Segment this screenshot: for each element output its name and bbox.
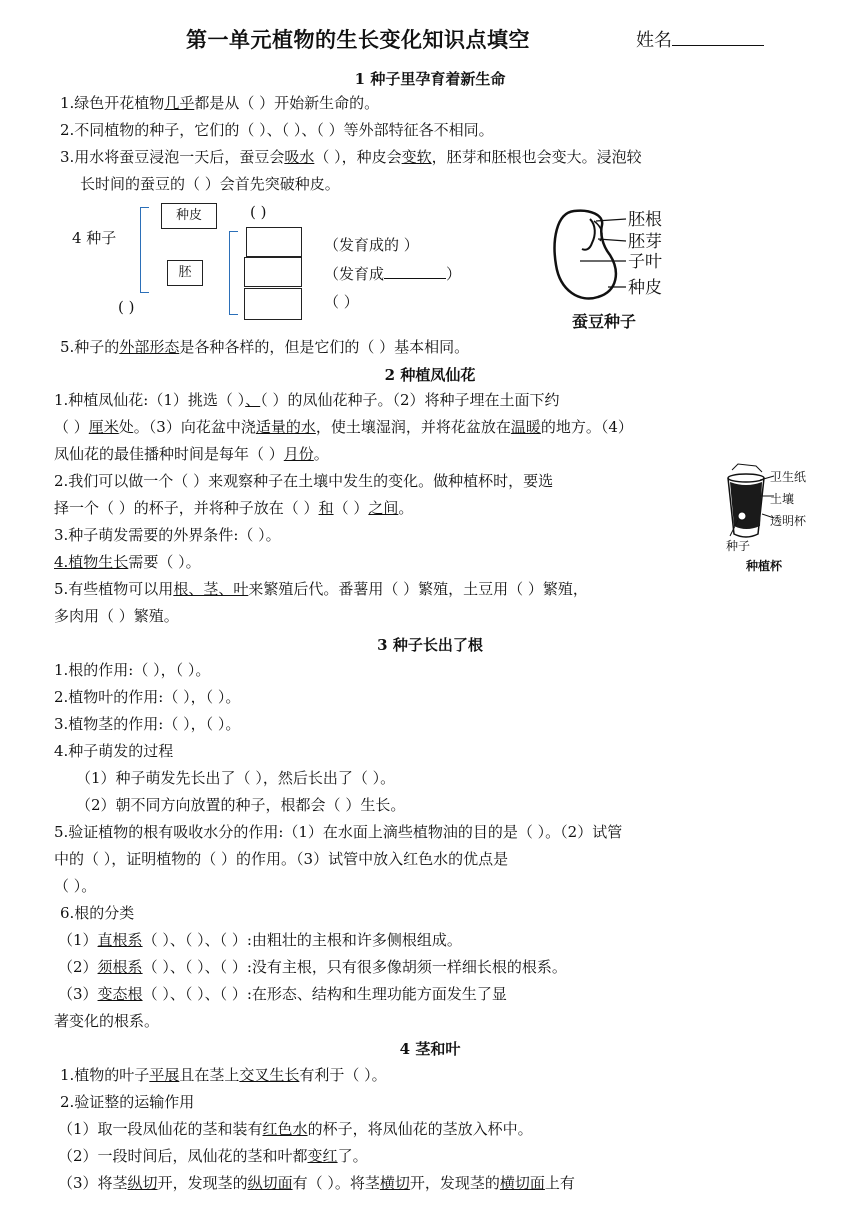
s4-line-4 [58, 1146, 368, 1166]
underlined-term: 纵切 [127, 1174, 158, 1192]
s3-line-13 [58, 984, 507, 1004]
text: 是各种各样的，但是它们的（ ）基本相同。 [179, 338, 470, 356]
text: （ ） [333, 499, 369, 517]
text: 处。（3）向花盆中浇 [118, 418, 256, 436]
bean-label-radicle: 胚根 [628, 210, 662, 230]
underlined-term: 之间 [368, 499, 399, 517]
s2-line-8 [54, 579, 588, 599]
cup-label-soil: 土壤 [770, 492, 795, 506]
name-field[interactable] [636, 26, 764, 52]
text: 择一个（ ）的杯子，并将种子放在（ ） [54, 499, 319, 517]
embryo-paren: ( ) [118, 298, 135, 316]
bean-label-coat: 种皮 [628, 278, 662, 298]
cup-label-tissue: 卫生纸 [770, 470, 807, 484]
underlined-term: 横切面 [499, 1174, 545, 1192]
s3-line-4: 4.种子萌发的过程 [54, 742, 174, 760]
text: 1.绿色开花植物 [60, 94, 165, 112]
s3-line-14: 著变化的根系。 [54, 1012, 160, 1030]
s3-line-1: 1.根的作用:（ ），（ ）。 [54, 661, 211, 679]
s3-line-6: （2）朝不同方向放置的种子，根都会（ ）生长。 [76, 796, 406, 814]
planting-cup-diagram [716, 462, 776, 544]
text: 且在茎上 [179, 1066, 240, 1084]
text: （发育成 [324, 265, 385, 283]
embryo-box: 胚 [167, 260, 203, 286]
s4-line-5 [58, 1173, 575, 1193]
s4-line-2: 2.验证整的运输作用 [60, 1093, 195, 1111]
text: ，胚芽和胚根也会变大。浸泡较 [431, 148, 642, 166]
text: 。 [313, 445, 329, 463]
seed-coat-paren: ( ) [250, 203, 267, 221]
section-1-heading: 1 种子里孕育着新生命 [354, 70, 506, 88]
s3-line-11 [58, 930, 462, 950]
underlined-term: 适量的水 [255, 418, 316, 436]
s2-line-5 [54, 498, 413, 518]
text: 有（ ）。将茎 [292, 1174, 380, 1192]
text: 的地方。（4） [540, 418, 633, 436]
develop-text-3: （ ） [324, 293, 359, 311]
section-3-heading: 3 种子长出了根 [377, 636, 483, 654]
text: 开，发现茎的 [409, 1174, 500, 1192]
text: 的杯子，将凤仙花的茎放入杯中。 [307, 1120, 533, 1138]
page-title: 第一单元植物的生长变化知识点填空 [186, 27, 530, 52]
underlined-term: 横切 [379, 1174, 410, 1192]
text: 。 [398, 499, 414, 517]
underlined-term: 变态根 [97, 985, 143, 1003]
blank-line[interactable] [384, 264, 446, 279]
text: （3）将茎 [58, 1174, 128, 1192]
text: （1）取一段凤仙花的茎和装有 [58, 1120, 263, 1138]
name-label: 姓名 [636, 30, 672, 51]
text: 凤仙花的最佳播种时间是每年（ ） [54, 445, 284, 463]
s3-line-7: 5.验证植物的根有吸收水分的作用:（1）在水面上滴些植物油的目的是（ ）。（2）试管 [54, 823, 623, 841]
underlined-term: 和 [318, 499, 334, 517]
s2-line-9: 多肉用（ ）繁殖。 [54, 607, 179, 625]
bean-label-plumule: 胚芽 [628, 232, 662, 252]
cup-label-clear-cup: 透明杯 [770, 514, 807, 528]
text: 都是从（ ）开始新生命的。 [194, 94, 380, 112]
text: （ ）的凤仙花种子。（2）将种子埋在土面下约 [260, 391, 560, 409]
section-2-heading: 2 种植凤仙花 [384, 366, 476, 384]
text: 1.植物的叶子 [60, 1066, 150, 1084]
text: （ ）、（ ）、（ ）:在形态、结构和生理功能方面发生了显 [142, 985, 507, 1003]
underlined-term: 根、茎、叶 [173, 580, 249, 598]
underlined-term: 交叉生长 [239, 1066, 300, 1084]
cup-label-seed: 种子 [726, 539, 751, 553]
s2-line-7 [54, 552, 201, 572]
cup-caption: 种植杯 [746, 559, 783, 573]
name-blank-line[interactable] [672, 27, 764, 46]
underlined-term: 、 [245, 391, 261, 409]
s3-line-2: 2.植物叶的作用:（ ），（ ）。 [54, 688, 241, 706]
underlined-term: 平展 [149, 1066, 180, 1084]
underlined-term: 变软 [401, 148, 432, 166]
s3-line-3: 3.植物茎的作用:（ ），（ ）。 [54, 715, 241, 733]
underlined-term: 月份 [283, 445, 314, 463]
s1-line-3 [60, 147, 642, 167]
seed-bracket [140, 207, 149, 293]
text: 来繁殖后代。番薯用（ ）繁殖，土豆用（ ）繁殖， [248, 580, 588, 598]
text: （ ）、（ ）、（ ）:没有主根，只有很多像胡须一样细长根的根系。 [142, 958, 567, 976]
text: 5.有些植物可以用 [54, 580, 174, 598]
text: 上有 [544, 1174, 575, 1192]
develop-text-2: （发育成 ） [324, 265, 462, 283]
text: 1.种植凤仙花:（1）挑选（ ） [54, 391, 246, 409]
embryo-part-box-1[interactable] [246, 227, 302, 257]
bean-caption: 蚕豆种子 [572, 312, 637, 331]
s3-line-12 [58, 957, 567, 977]
s3-line-9: （ ）。 [54, 877, 97, 895]
text: 有利于（ ）。 [299, 1066, 387, 1084]
embryo-bracket [229, 231, 238, 315]
s3-line-10: 6.根的分类 [60, 904, 135, 922]
s4-line-1 [60, 1065, 387, 1085]
underlined-term: 直根系 [97, 931, 143, 949]
embryo-part-box-2[interactable] [244, 257, 302, 287]
s4-line-3 [58, 1119, 533, 1139]
s3-line-5: （1）种子萌发先长出了（ ），然后长出了（ ）。 [76, 769, 396, 787]
s2-line-1 [54, 390, 560, 410]
underlined-term: 纵切面 [247, 1174, 293, 1192]
s1-line-1 [60, 93, 379, 113]
underlined-term: 须根系 [97, 958, 143, 976]
section-4-heading: 4 茎和叶 [399, 1040, 461, 1058]
underlined-term: 红色水 [262, 1120, 308, 1138]
underlined-term: 变红 [307, 1147, 338, 1165]
underlined-term: 4.植物生长 [54, 553, 129, 571]
s1-line-5 [60, 337, 469, 357]
text: （2） [58, 958, 98, 976]
s3-line-8: 中的（ ），证明植物的（ ）的作用。（3）试管中放入红色水的优点是 [54, 850, 509, 868]
text: 需要（ ）。 [128, 553, 201, 571]
underlined-term: 温暖 [510, 418, 541, 436]
seed-label: 4 种子 [72, 229, 117, 247]
s2-line-6: 3.种子萌发需要的外界条件:（ ）。 [54, 526, 281, 544]
underlined-term: 几乎 [164, 94, 195, 112]
s1-line-2: 2.不同植物的种子，它们的（ ）、（ ）、（ ）等外部特征各不相同。 [60, 121, 494, 139]
text: （ ）、（ ）、（ ）:由粗壮的主根和许多侧根组成。 [142, 931, 462, 949]
s2-line-4: 2.我们可以做一个（ ）来观察种子在土壤中发生的变化。做种植杯时，要选 [54, 472, 554, 490]
text: （ ） [54, 418, 89, 436]
bean-label-cotyledon: 子叶 [628, 252, 662, 272]
s1-line-4: 长时间的蚕豆的（ ）会首先突破种皮。 [80, 175, 340, 193]
text: （ ），种皮会 [314, 148, 402, 166]
underlined-term: 外部形态 [119, 338, 180, 356]
text: （3） [58, 985, 98, 1003]
text: 5.种子的 [60, 338, 120, 356]
text: （1） [58, 931, 98, 949]
text: 开，发现茎的 [157, 1174, 248, 1192]
text: 3.用水将蚕豆浸泡一天后，蚕豆会 [60, 148, 285, 166]
embryo-part-box-3[interactable] [244, 288, 302, 320]
seed-coat-box: 种皮 [161, 203, 217, 229]
underlined-term: 吸水 [284, 148, 315, 166]
s2-line-3 [54, 444, 329, 464]
underlined-term: 厘米 [88, 418, 119, 436]
s2-line-2 [54, 417, 633, 437]
text: ，使土壤湿润，并将花盆放在 [315, 418, 511, 436]
text: 了。 [337, 1147, 368, 1165]
develop-text-1: （发育成的 ） [324, 236, 419, 254]
text: （2）一段时间后，凤仙花的茎和叶都 [58, 1147, 308, 1165]
